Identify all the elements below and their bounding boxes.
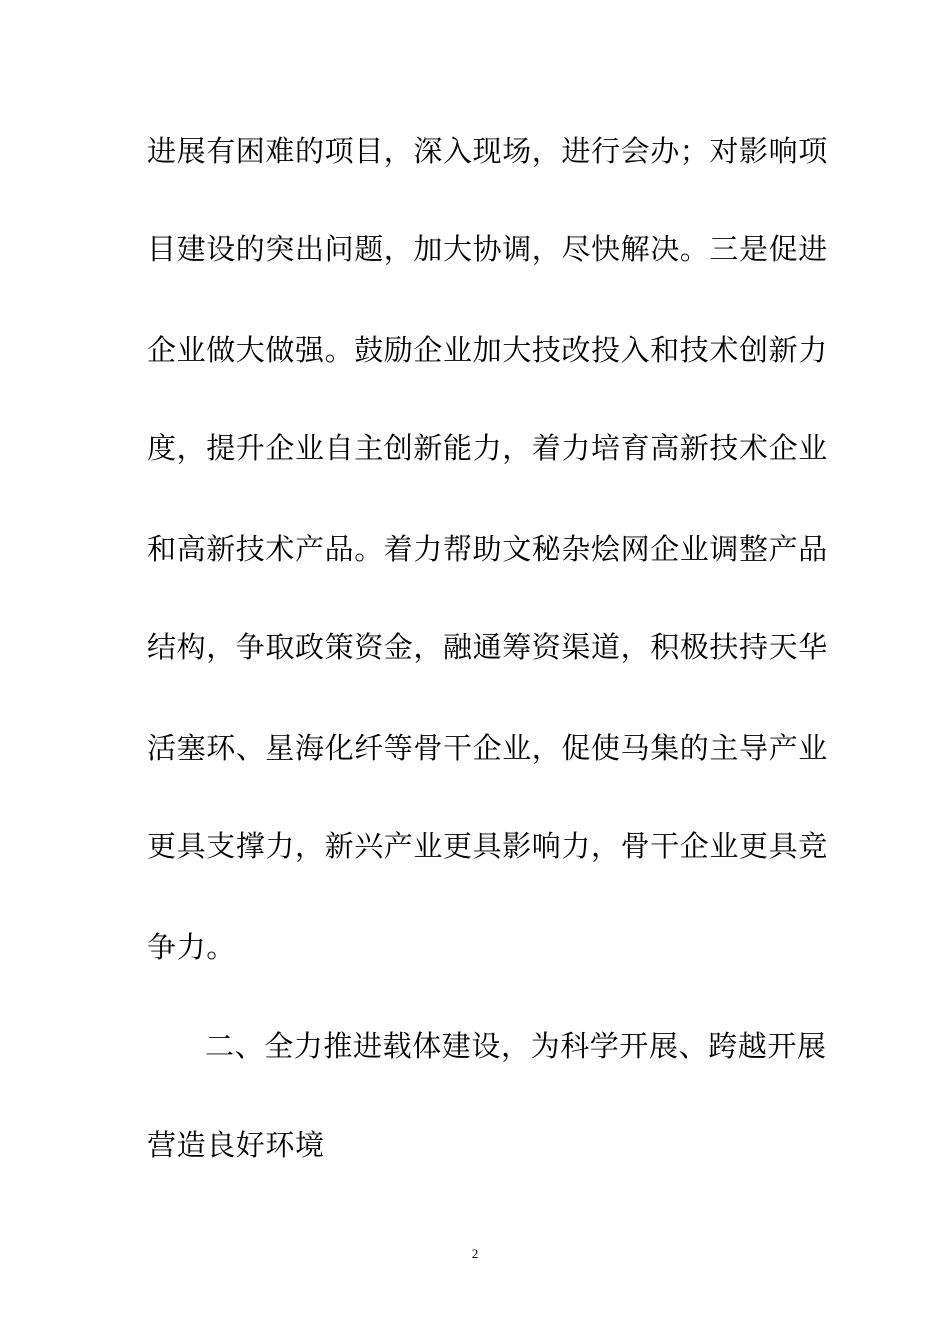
body-text-line-8: 更具支撑力，新兴产业更具影响力，骨干企业更具竞 xyxy=(147,829,828,863)
body-text-line-9: 争力。 xyxy=(147,930,236,964)
section-heading-line-1: 二、全力推进载体建设，为科学开展、跨越开展 xyxy=(205,1029,827,1063)
section-heading-line-2: 营造良好环境 xyxy=(147,1128,325,1162)
body-text-line-2: 目建设的突出问题，加大协调，尽快解决。三是促进 xyxy=(147,232,828,266)
body-text-line-5: 和高新技术产品。着力帮助文秘杂烩网企业调整产品 xyxy=(147,532,828,566)
body-text-line-7: 活塞环、星海化纤等骨干企业，促使马集的主导产业 xyxy=(147,731,828,765)
page-number: 2 xyxy=(471,1246,479,1261)
body-text-line-1: 进展有困难的项目，深入现场，进行会办；对影响项 xyxy=(147,134,828,168)
body-text-line-4: 度，提升企业自主创新能力，着力培育高新技术企业 xyxy=(147,431,828,465)
body-text-line-3: 企业做大做强。鼓励企业加大技改投入和技术创新力 xyxy=(147,333,828,367)
body-text-line-6: 结构，争取政策资金，融通筹资渠道，积极扶持天华 xyxy=(147,630,828,664)
